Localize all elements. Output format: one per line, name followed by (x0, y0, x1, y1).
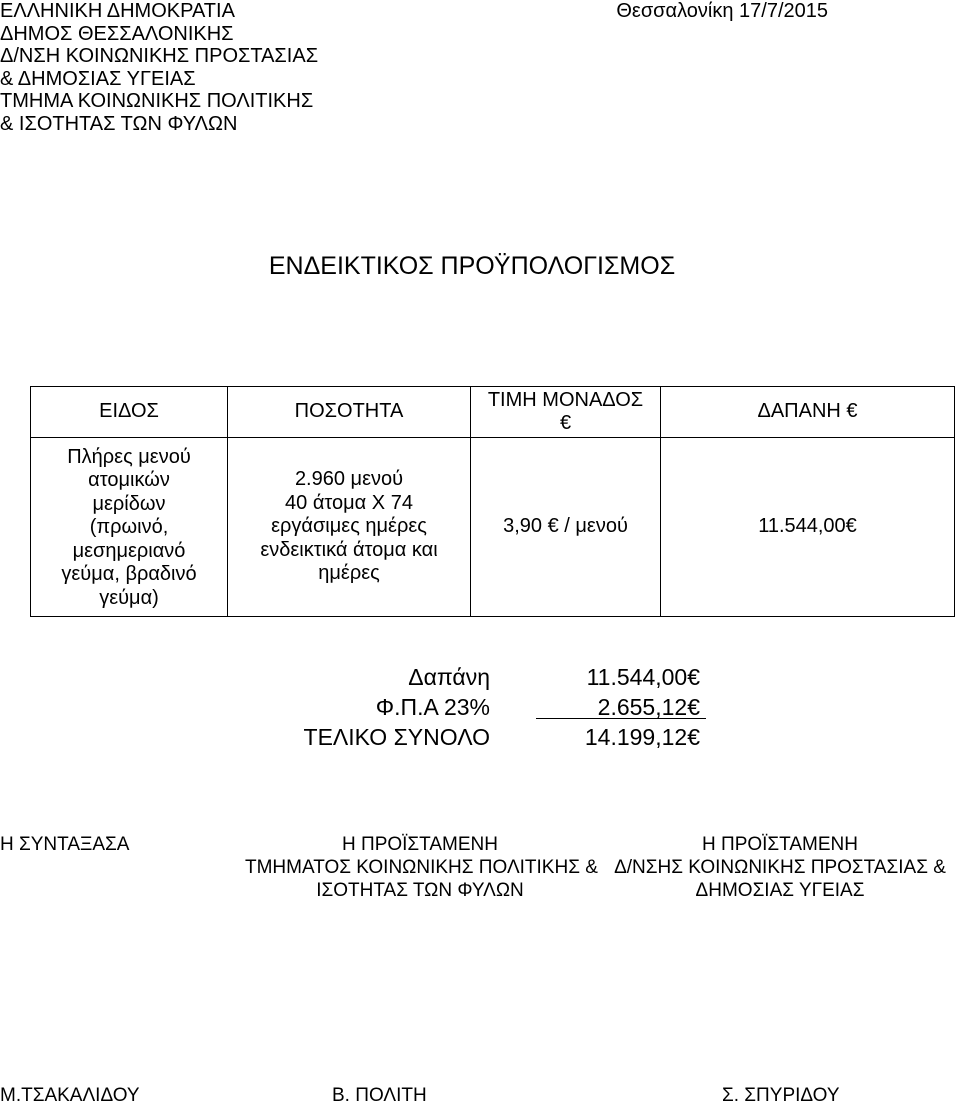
budget-table (30, 386, 955, 617)
header-unit-price-currency: € (559, 412, 572, 434)
kind-line: γεύμα) (99, 586, 159, 609)
signature-line: ΔΗΜΟΣΙΑΣ ΥΓΕΙΑΣ (695, 880, 865, 901)
header-line: & ΔΗΜΟΣΙΑΣ ΥΓΕΙΑΣ (0, 67, 196, 90)
issuer-header (0, 0, 318, 135)
vat-value: 2.655,12€ (597, 694, 700, 720)
header-kind: ΕΙΔΟΣ (31, 387, 228, 438)
kind-line: ατομικών (88, 469, 170, 492)
signatory-name-1: Μ.ΤΣΑΚΑΛΙΔΟΥ (0, 1085, 140, 1106)
directorate-head-signature (600, 833, 960, 902)
quantity-line: 2.960 μενού (294, 468, 404, 491)
page-title: ΕΝΔΕΙΚΤΙΚΟΣ ΠΡΟΫΠΟΛΟΓΙΣΜΟΣ (268, 252, 676, 280)
signature-line: ΤΜΗΜΑΤΟΣ ΚΟΙΝΩΝΙΚΗΣ ΠΟΛΙΤΙΚΗΣ & (245, 857, 598, 878)
kind-line: (πρωινό, (89, 516, 169, 539)
vat-label: Φ.Π.Α 23% (375, 694, 490, 720)
signature-line: ΙΣΟΤΗΤΑΣ ΤΩΝ ΦΥΛΩΝ (316, 880, 524, 901)
kind-line: γεύμα, βραδινό (61, 563, 197, 586)
signature-line: Η ΠΡΟΪΣΤΑΜΕΝΗ (341, 834, 498, 855)
header-line: ΤΜΗΜΑ ΚΟΙΝΩΝΙΚΗΣ ΠΟΛΙΤΙΚΗΣ (0, 90, 314, 112)
table-row (31, 438, 955, 617)
signature-line: Η ΠΡΟΪΣΤΑΜΕΝΗ (701, 834, 858, 855)
sum-rule (536, 718, 706, 719)
quantity-line: ημέρες (318, 562, 380, 585)
document-date: Θεσσαλονίκη 17/7/2015 (616, 0, 828, 22)
quantity-line: εργάσιμες ημέρες (271, 515, 427, 538)
header-line: Δ/ΝΣΗ ΚΟΙΝΩΝΙΚΗΣ ΠΡΟΣΤΑΣΙΑΣ (0, 45, 319, 67)
kind-line: Πλήρες μενού (67, 445, 191, 468)
cell-quantity (228, 438, 471, 617)
kind-line: μεσημεριανό (72, 539, 186, 562)
quantity-line: 40 άτομα Χ 74 (285, 491, 413, 514)
table-header-row (31, 387, 955, 438)
header-line: ΕΛΛΗΝΙΚΗ ΔΗΜΟΚΡΑΤΙΑ (0, 0, 235, 22)
cell-kind (31, 438, 228, 617)
header-line: ΔΗΜΟΣ ΘΕΣΣΑΛΟΝΙΚΗΣ (0, 22, 234, 45)
expense-label: Δαπάνη (408, 664, 490, 690)
header-quantity: ΠΟΣΟΤΗΤΑ (228, 387, 471, 438)
section-head-signature (245, 833, 598, 902)
cell-cost: 11.544,00€ (661, 438, 955, 617)
header-unit-price-label: ΤΙΜΗ ΜΟΝΑΔΟΣ (487, 388, 644, 411)
header-unit-price (471, 387, 661, 438)
header-cost: ΔΑΠΑΝΗ € (661, 387, 955, 438)
signatory-name-3: Σ. ΣΠΥΡΙΔΟΥ (722, 1085, 840, 1106)
kind-line: μερίδων (92, 492, 166, 515)
quantity-line: ενδεικτικά άτομα και (260, 538, 438, 561)
cell-unit-price: 3,90 € / μενού (471, 438, 661, 617)
signature-line: Δ/ΝΣΗΣ ΚΟΙΝΩΝΙΚΗΣ ΠΡΟΣΤΑΣΙΑΣ & (614, 857, 946, 878)
author-title: Η ΣΥΝΤΑΞΑΣΑ (0, 834, 130, 855)
total-value: 14.199,12€ (584, 724, 700, 750)
header-line: & ΙΣΟΤΗΤΑΣ ΤΩΝ ΦΥΛΩΝ (0, 112, 238, 135)
expense-value: 11.544,00€ (586, 664, 700, 690)
signatory-name-2: Β. ΠΟΛΙΤΗ (332, 1085, 427, 1106)
total-label: ΤΕΛΙΚΟ ΣΥΝΟΛΟ (303, 724, 490, 750)
